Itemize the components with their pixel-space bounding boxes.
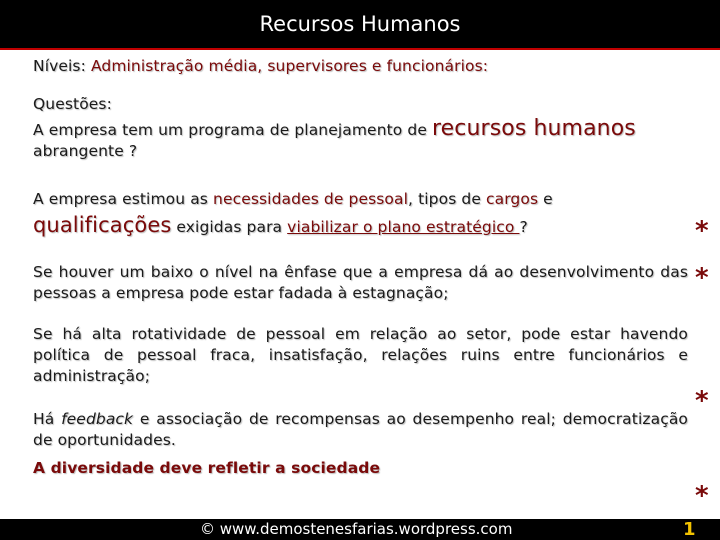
q2-line2-a: exigidas para xyxy=(171,218,288,236)
star-mark-4: * xyxy=(695,481,709,511)
slide-title: Recursos Humanos xyxy=(259,12,461,36)
question-5 xyxy=(33,409,688,451)
levels-value: Administração média, supervisores e funcionários: xyxy=(90,57,489,75)
q1-text: A empresa tem um programa de planejamento de xyxy=(33,121,433,139)
title-bar xyxy=(0,0,720,48)
star-mark-1: * xyxy=(695,216,709,246)
title-divider xyxy=(0,48,720,50)
question-2 xyxy=(33,189,688,210)
question-1 xyxy=(33,118,688,162)
question-6: A diversidade deve refletir a sociedade xyxy=(33,459,381,477)
q5-italic: feedback xyxy=(61,410,134,428)
q5-text: e associação de recompensas ao desempenho real; democratização de oportunidades. xyxy=(33,410,688,449)
q1-tail: abrangente ? xyxy=(33,142,138,160)
q2-line1-b: , tipos de xyxy=(408,190,486,208)
page-number: 1 xyxy=(683,519,696,540)
question-2-line-2 xyxy=(33,215,688,238)
q2-line2-b: ? xyxy=(519,218,528,236)
question-4: Se há alta rotatividade de pessoal em relação ao setor, pode estar havendo política de pessoal fraca, insatisfação, relações ruins entre funcionários e administração; xyxy=(33,325,688,385)
question-3: Se houver um baixo o nível na ênfase que a empresa dá ao desenvolvimento das pessoas a empresa pode estar fadada à estagnação; xyxy=(33,263,688,302)
q2-highlight-1: necessidades de pessoal xyxy=(213,190,409,208)
q5-prefix: Há xyxy=(33,410,62,428)
footer-bar xyxy=(0,519,720,540)
q2-line1-a: A empresa estimou as xyxy=(33,190,214,208)
q2-emphasis: qualificações xyxy=(33,213,172,237)
footer-credit: © www.demostenesfarias.wordpress.com xyxy=(200,520,513,538)
q2-line1-c: e xyxy=(538,190,553,208)
levels-label: Níveis: xyxy=(33,57,86,75)
q1-emphasis: recursos humanos xyxy=(432,116,636,141)
q2-highlight-2: cargos xyxy=(486,190,539,208)
star-mark-2: * xyxy=(695,263,709,293)
levels-line xyxy=(33,56,688,77)
q2-underlined: viabilizar o plano estratégico xyxy=(287,218,520,236)
questions-label: Questões: xyxy=(33,95,112,113)
star-mark-3: * xyxy=(695,386,709,416)
